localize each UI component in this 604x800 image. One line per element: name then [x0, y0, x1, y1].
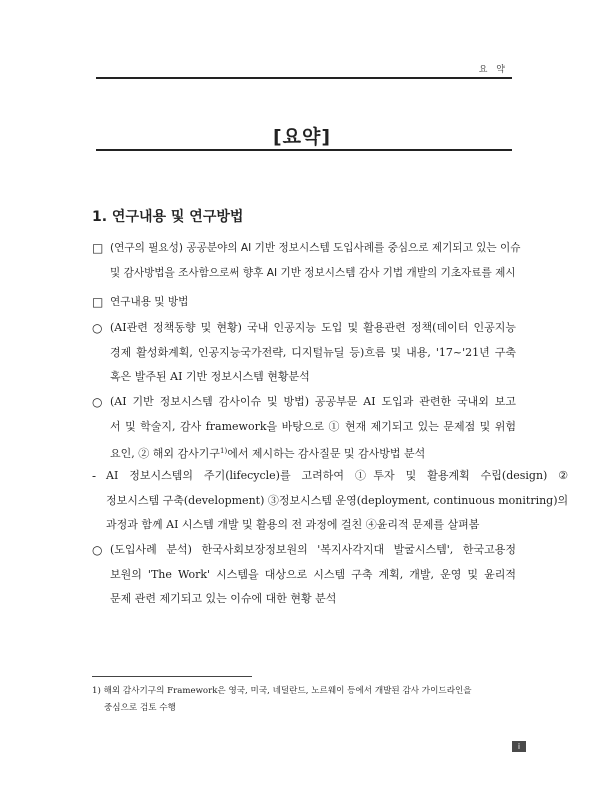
text-line: 및 감사방법을 조사함으로써 향후 AI 기반 정보시스템 감사 기법 개발의 기초자료를 제시 [110, 266, 516, 279]
text-line: (AI관련 정책동향 및 현황) 국내 인공지능 도입 및 활용관련 정책(데이터 인공지능 [110, 321, 516, 334]
dash-bullet-icon: - [92, 469, 97, 483]
square-bullet-icon: □ [92, 295, 104, 309]
footnote [92, 683, 516, 717]
text-line: 경제 활성화계획, 인공지능국가전략, 디지털뉴딜 등)흐름 및 내용, '17~'21년 구축 [110, 345, 516, 359]
section-heading: 1. 연구내용 및 연구방법 [92, 209, 244, 225]
footnote-number: 1) [92, 686, 101, 696]
text-line-part: 에서 제시하는 감사질문 및 감사방법 분석 [227, 447, 426, 460]
text-line: (AI 기반 정보시스템 감사이슈 및 방법) 공공부문 AI 도입과 관련한 국내외 보고 [110, 395, 516, 408]
footnote-rule [92, 676, 252, 677]
text-line: 보원의 'The Work' 시스템을 대상으로 시스템 구축 계획, 개발, 운영 및 윤리적 [110, 567, 516, 581]
paragraph-lifecycle [92, 464, 569, 538]
page-title: [요약] [272, 126, 332, 148]
paragraph-case-analysis [92, 538, 516, 612]
footnote-line [92, 683, 516, 700]
text-line: 문제 관련 제기되고 있는 이슈에 대한 현황 분석 [110, 592, 337, 605]
footnote-reference[interactable]: 1) [220, 447, 228, 455]
text-line-part: 요인, ② 해외 감사기구 [110, 447, 220, 460]
text-line: 서 및 학술지, 감사 framework을 바탕으로 ① 현재 제기되고 있는 문제점 및 위험 [110, 419, 516, 433]
circle-bullet-icon: ○ [92, 395, 103, 409]
page-number: i [512, 741, 526, 752]
title-rule [96, 149, 512, 151]
circle-bullet-icon: ○ [92, 321, 103, 335]
text-line: 혹은 발주된 AI 기반 정보시스템 현황분석 [110, 370, 310, 383]
running-title: 요 약 [478, 65, 508, 75]
footnote-line: 중심으로 검토 수행 [104, 703, 176, 713]
header-rule [96, 77, 512, 79]
text-line: (연구의 필요성) 공공분야의 AI 기반 정보시스템 도입사례를 중심으로 제기되고 있는 이슈 [110, 242, 521, 254]
circle-bullet-icon: ○ [92, 543, 103, 557]
text-line: 정보시스템 구축(development) ③정보시스템 운영(deployment, continuous monitring)의 [106, 493, 569, 507]
text-line: AI 정보시스템의 주기(lifecycle)를 고려하여 ①투자 및 활용계획 수립(design) ② [106, 469, 569, 482]
paragraph-necessity [92, 236, 521, 285]
footnote-text: 해외 감사기구의 Framework은 영국, 미국, 네덜란드, 노르웨이 등에서 개발된 감사 가이드라인을 [103, 686, 472, 696]
text-line: 과정과 함께 AI 시스템 개발 및 활용의 전 과정에 걸친 ④윤리적 문제를 살펴봄 [106, 518, 480, 531]
text-line: 연구내용 및 방법 [110, 296, 189, 308]
text-line: (도입사례 분석) 한국사회보장정보원의 '복지사각지대 발굴시스템', 한국고용정 [110, 543, 516, 556]
paragraph-policy-trends [92, 316, 516, 390]
text-line [110, 439, 516, 467]
square-bullet-icon: □ [92, 241, 104, 255]
paragraph-audit-issues [92, 390, 516, 467]
paragraph-methods-heading [92, 290, 516, 315]
